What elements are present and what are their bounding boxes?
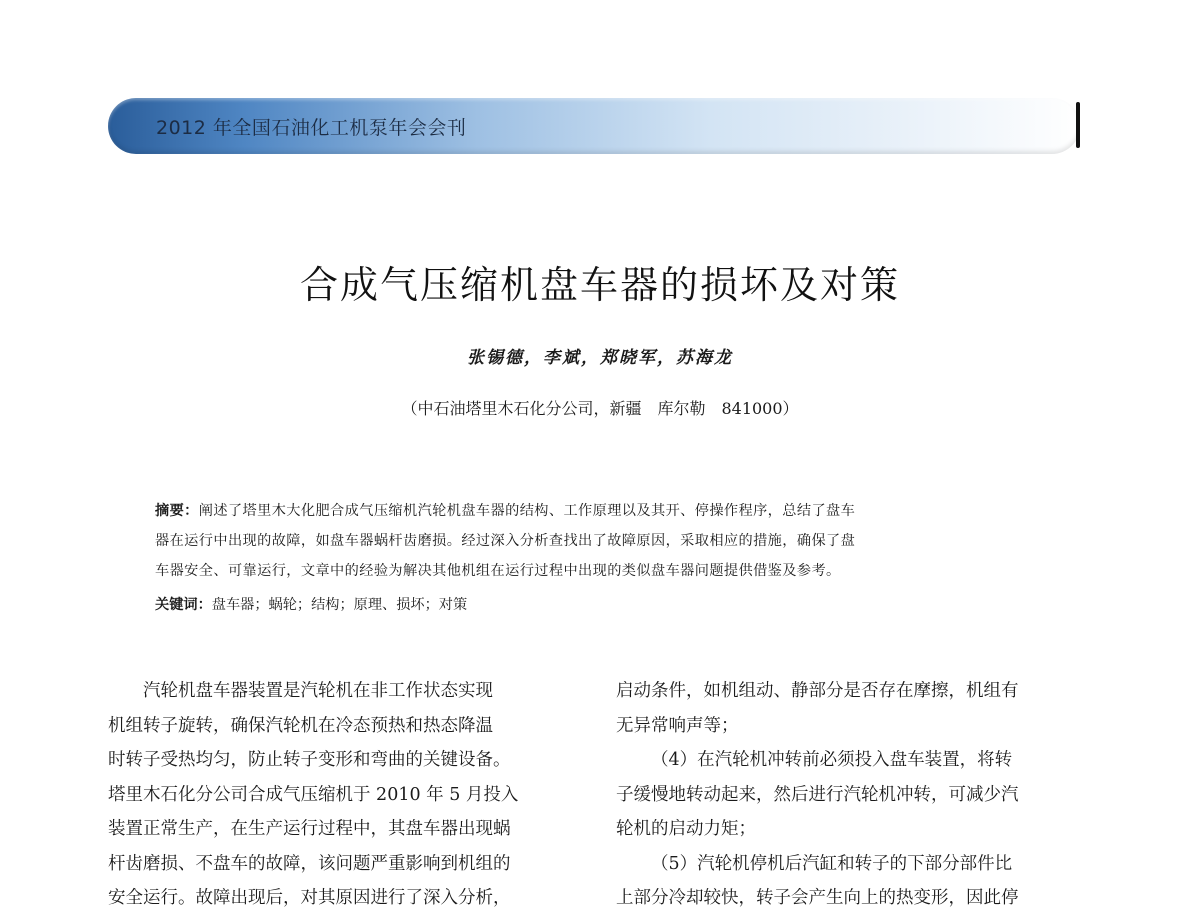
body-line: 汽轮机盘车器装置是汽轮机在非工作状态实现 (143, 681, 493, 701)
body-line: 时转子受热均匀，防止转子变形和弯曲的关键设备。 (108, 750, 511, 770)
keywords-label: 关键词： (155, 597, 212, 613)
abstract-label: 摘要： (155, 503, 199, 519)
journal-header-banner (108, 98, 1080, 154)
body-line: 轮机的启动力矩； (616, 819, 756, 839)
abstract-line-text: 阐述了塔里木大化肥合成气压缩机汽轮机盘车器的结构、工作原理以及其开、停操作程序，总结了盘车 (198, 503, 856, 519)
body-line: 机组转子旋转，确保汽轮机在冷态预热和热态降温 (108, 715, 493, 736)
paper-authors: 张锡德，李斌，郑晓军，苏海龙 (467, 348, 733, 368)
abstract-line: 车器安全、可靠运行，文章中的经验为解决其他机组在运行过程中出现的类似盘车器问题提供借鉴及参考。 (155, 563, 841, 579)
body-line: 上部分冷却较快，转子会产生向上的热变形，因此停 (616, 888, 1019, 908)
body-column-left (108, 674, 574, 916)
paper-affiliation: （中石油塔里木石化分公司，新疆 库尔勒 841000） (401, 399, 799, 418)
body-line: （5）汽轮机停机后汽缸和转子的下部分部件比 (651, 853, 1013, 874)
body-line: （4）在汽轮机冲转前必须投入盘车装置，将转 (651, 750, 1013, 770)
journal-title: 2012 年全国石油化工机泵年会会刊 (156, 117, 467, 139)
body-column-right (616, 674, 1082, 916)
body-line: 塔里木石化分公司合成气压缩机于 2010 年 5 月投入 (108, 784, 519, 805)
body-line: 装置正常生产，在生产运行过程中，其盘车器出现蜗 (108, 819, 511, 839)
body-line: 无异常响声等； (616, 715, 739, 736)
abstract-line (155, 496, 1040, 526)
body-line: 子缓慢地转动起来，然后进行汽轮机冲转，可减少汽 (616, 784, 1019, 805)
paper-title: 合成气压缩机盘车器的损坏及对策 (299, 263, 900, 307)
keywords-text: 盘车器；蜗轮；结构；原理、损坏；对策 (211, 597, 468, 613)
body-line: 安全运行。故障出现后，对其原因进行了深入分析， (108, 888, 511, 908)
abstract-block (155, 496, 1040, 586)
body-line: 启动条件，如机组动、静部分是否存在摩擦，机组有 (616, 681, 1019, 701)
abstract-line: 器在运行中出现的故障，如盘车器蜗杆齿磨损。经过深入分析查找出了故障原因，采取相应的措施，确保了盘 (155, 533, 856, 549)
banner-edge-mark (1076, 102, 1080, 148)
keywords-block (155, 590, 1040, 620)
body-line: 杆齿磨损、不盘车的故障，该问题严重影响到机组的 (108, 853, 511, 874)
